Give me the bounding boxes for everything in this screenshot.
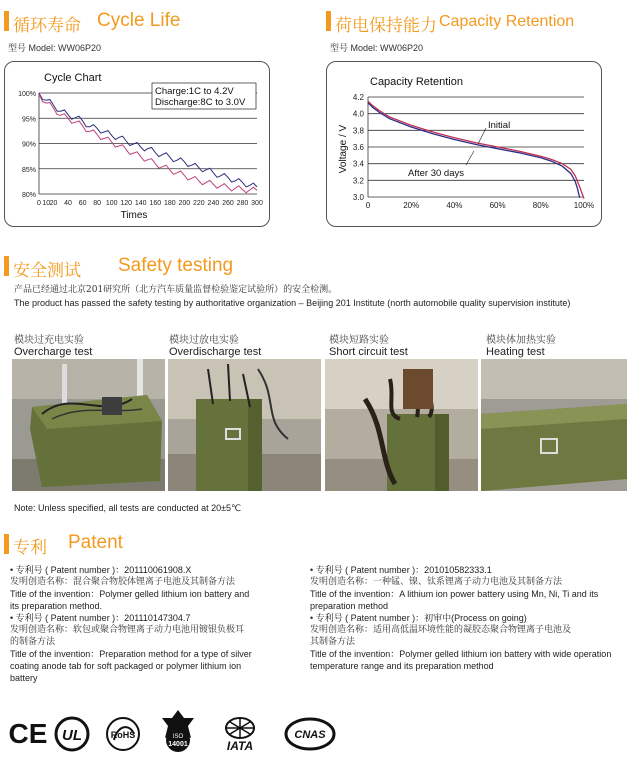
- safety-desc-en: The product has passed the safety testing by authoritative organization – Beijing 201 Institute (north automobile quality supervision institute): [14, 298, 571, 308]
- y-tick-label: 3.4: [352, 159, 364, 169]
- label-after-30-days: After 30 days: [408, 168, 464, 179]
- patent-title-line: Title of the invention：Polymer gelled lithium ion battery and: [10, 589, 250, 599]
- iso-14001-logo: [158, 708, 198, 754]
- x-tick-label: 140: [134, 200, 147, 207]
- x-tick-label: 300: [251, 200, 263, 207]
- y-tick-label: 3.0: [352, 193, 364, 202]
- x-tick-label: 220: [193, 200, 205, 207]
- label-initial: Initial: [488, 120, 511, 131]
- capacity-title-en: Capacity Retention: [439, 13, 575, 30]
- test-caption-overdischarge: 模块过放电实验 Overdischarge test: [169, 335, 262, 358]
- x-tick-label: 40: [64, 200, 72, 207]
- y-tick-label: 90%: [21, 141, 36, 149]
- overcharge-test-photo: [12, 359, 165, 491]
- short-circuit-test-photo: [325, 359, 478, 491]
- patent-title-line: its preparation method.: [10, 601, 103, 611]
- safety-title-en: Safety testing: [118, 255, 234, 276]
- svg-text:RoHS: RoHS: [110, 730, 136, 740]
- section-marker: [4, 256, 9, 276]
- cycle-title-en: Cycle Life: [97, 10, 181, 31]
- x-tick-label: 20: [49, 200, 58, 207]
- cycle-chart: [4, 61, 270, 227]
- x-tick-label: 280: [236, 200, 249, 207]
- safety-note: Note: Unless specified, all tests are conducted at 20±5℃: [14, 503, 242, 513]
- patent-number: • 专利号 ( Patent number )：201110147304.7: [10, 613, 191, 623]
- patent-title-line: temperature range and its preparation method: [310, 661, 494, 671]
- cycle-title-zh: 循环寿命: [13, 16, 81, 36]
- y-tick-label: 3.8: [352, 126, 364, 136]
- svg-text:IATA: IATA: [226, 739, 254, 752]
- cycle-chart-x-ticks: [37, 200, 263, 207]
- x-tick-label: 80%: [532, 201, 549, 210]
- capacity-series-line: [368, 103, 580, 198]
- x-tick-label: 60%: [489, 201, 506, 210]
- patent-title-en: Patent: [68, 532, 123, 553]
- x-tick-label: 0: [365, 201, 371, 210]
- section-marker: [4, 11, 9, 31]
- x-tick-label: 160: [149, 200, 162, 207]
- iata-logo: [210, 716, 270, 752]
- capacity-chart-x-ticks: [366, 201, 594, 210]
- ul-logo: [54, 716, 90, 752]
- patent-name-zh: 发明创造名称：适用高低温环境性能的凝胶态聚合物锂离子电池及: [310, 625, 572, 635]
- capacity-chart-lines: [368, 101, 584, 199]
- patent-title-line: coating anode tab for soft packaged or polymer lithium ion: [10, 661, 242, 671]
- patent-name-zh: 发明创造名称：混合聚合物胶体锂离子电池及其制备方法: [10, 577, 236, 587]
- y-tick-label: 4.2: [352, 93, 364, 102]
- x-tick-label: 100: [105, 200, 118, 207]
- patent-right-column: [310, 564, 628, 672]
- svg-text:ISO: ISO: [172, 734, 184, 740]
- cycle-chart-y-ticks: [18, 91, 36, 199]
- capacity-chart-title: Capacity Retention: [370, 76, 463, 88]
- x-tick-label: 240: [207, 200, 220, 207]
- svg-text:CNAS: CNAS: [294, 729, 326, 741]
- y-tick-label: 4.0: [352, 109, 364, 119]
- svg-text:14001: 14001: [168, 741, 188, 748]
- patent-title-line: preparation method: [310, 601, 389, 611]
- x-tick-label: 80: [93, 200, 102, 207]
- cycle-chart-title: Cycle Chart: [44, 72, 102, 84]
- patent-name-zh: 发明创造名称：软包或聚合物锂离子动力电池用镀银负极耳: [10, 625, 245, 635]
- heating-test-photo: [481, 359, 627, 491]
- patent-name-zh: 发明创造名称：一种锰、镍、钛系锂离子动力电池及其制备方法: [310, 577, 563, 587]
- x-tick-label: 10: [42, 200, 51, 207]
- patent-left-column: [10, 564, 310, 684]
- x-tick-label: 60: [78, 200, 87, 207]
- y-tick-label: 85%: [21, 166, 36, 174]
- y-tick-label: 100%: [18, 91, 36, 98]
- y-tick-label: 95%: [21, 116, 36, 124]
- x-tick-label: 180: [163, 200, 176, 207]
- patent-number: • 专利号 ( Patent number )：201010582333.1: [310, 565, 492, 575]
- patent-number: • 专利号 ( Patent number )：初审中(Process on going): [310, 613, 527, 623]
- cycle-model: 型号 Model: WW06P20: [8, 43, 102, 53]
- cnas-logo: [284, 716, 336, 752]
- x-tick-label: 100%: [573, 201, 595, 210]
- patent-title-zh: 专利: [13, 538, 47, 558]
- test-caption-heating: 模块体加热实验 Heating test: [486, 335, 556, 358]
- patent-title-line: Title of the invention：A lithium ion power battery using Mn, Ni, Ti and its: [310, 589, 599, 599]
- x-tick-label: 20%: [403, 201, 420, 210]
- section-marker: [326, 11, 331, 31]
- patent-name-zh-cont: 的制备方法: [10, 637, 56, 647]
- y-tick-label: 3.2: [352, 176, 364, 186]
- capacity-y-label: Voltage / V: [338, 124, 349, 174]
- capacity-chart-grid: [368, 97, 584, 197]
- x-tick-label: 0: [37, 200, 41, 207]
- x-tick-label: 260: [222, 200, 234, 207]
- y-tick-label: 80%: [21, 192, 36, 199]
- overdischarge-test-photo: [168, 359, 321, 491]
- patent-title-line: Title of the invention：Preparation method for a type of silver: [10, 649, 252, 659]
- rohs-logo: [104, 716, 142, 752]
- capacity-model: 型号 Model: WW06P20: [330, 43, 424, 53]
- x-tick-label: 200: [178, 200, 191, 207]
- capacity-title-zh: 荷电保持能力: [335, 16, 437, 36]
- svg-text:UL: UL: [62, 727, 82, 744]
- x-tick-label: 120: [120, 200, 133, 207]
- safety-desc-zh: 产品已经通过北京201研究所（北方汽车质量监督检验鉴定试验所）的安全检测。: [14, 285, 338, 295]
- x-tick-label: 40%: [446, 201, 463, 210]
- section-marker: [4, 534, 9, 554]
- patent-number: • 专利号 ( Patent number )：201110061908.X: [10, 565, 192, 575]
- safety-title-zh: 安全测试: [13, 261, 81, 281]
- cycle-x-label: Times: [120, 210, 148, 221]
- patent-title-line: battery: [10, 673, 38, 683]
- capacity-chart-y-ticks: [353, 93, 365, 202]
- capacity-series-line: [368, 101, 584, 199]
- ce-logo: [8, 716, 48, 750]
- svg-text:CE: CE: [8, 718, 48, 749]
- test-caption-short-circuit: 模块短路实验 Short circuit test: [329, 335, 408, 358]
- after30-pointer: [466, 151, 474, 165]
- capacity-chart: [326, 61, 602, 227]
- cycle-legend-line2: Discharge:8C to 3.0V: [155, 97, 246, 108]
- test-caption-overcharge: 模块过充电实验 Overcharge test: [14, 335, 93, 358]
- patent-title-line: Title of the invention：Polymer gelled lithium ion battery with wide operation: [310, 649, 612, 659]
- patent-name-zh-cont: 其制备方法: [310, 637, 356, 647]
- y-tick-label: 3.6: [352, 143, 364, 152]
- cycle-legend-line1: Charge:1C to 4.2V: [155, 86, 234, 97]
